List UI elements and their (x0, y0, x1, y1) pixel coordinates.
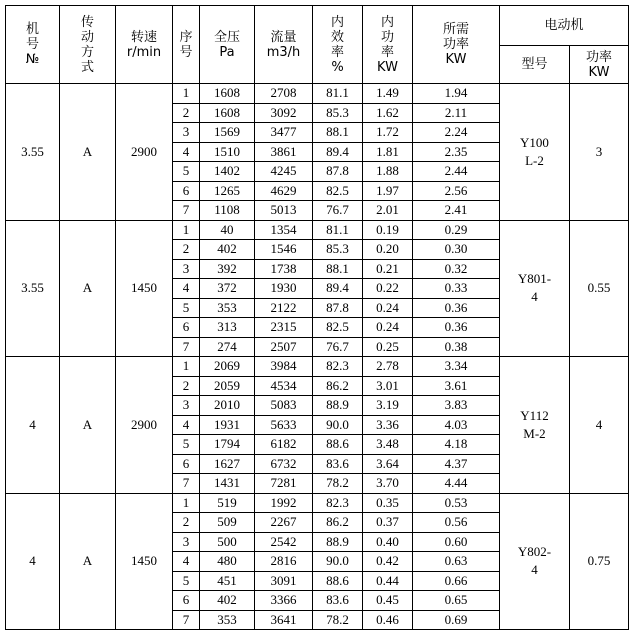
internal-power-cell: 0.37 (363, 513, 413, 533)
header-internal-power (363, 6, 413, 84)
internal-power-cell: 0.35 (363, 493, 413, 513)
pressure-cell: 392 (200, 259, 255, 279)
seq-cell: 3 (173, 259, 200, 279)
motor-model-line: Y801- (517, 271, 552, 287)
header-flow (255, 6, 313, 84)
flow-cell: 1992 (255, 493, 313, 513)
drive-type-cell: A (60, 84, 116, 221)
required-power-cell: 4.03 (413, 415, 500, 435)
header-internal-power-text (363, 15, 412, 75)
required-power-cell: 0.29 (413, 220, 500, 240)
internal-power-cell: 1.88 (363, 162, 413, 182)
internal-power-cell: 3.64 (363, 454, 413, 474)
required-power-cell: 0.33 (413, 279, 500, 299)
seq-cell: 7 (173, 610, 200, 630)
header-line: 方 (80, 44, 94, 60)
flow-cell: 3091 (255, 571, 313, 591)
pressure-cell: 1931 (200, 415, 255, 435)
efficiency-cell: 78.2 (313, 474, 363, 494)
flow-cell: 2816 (255, 552, 313, 572)
header-motor-power (570, 46, 629, 84)
pressure-cell: 353 (200, 298, 255, 318)
fan-performance-table (5, 5, 629, 630)
motor-model-cell (500, 493, 570, 630)
seq-cell: 7 (173, 474, 200, 494)
required-power-cell: 2.41 (413, 201, 500, 221)
motor-model-line: Y100 (520, 134, 549, 150)
efficiency-cell: 89.4 (313, 142, 363, 162)
seq-cell: 4 (173, 279, 200, 299)
seq-cell: 6 (173, 454, 200, 474)
header-line: 机 (25, 22, 39, 37)
flow-cell: 6182 (255, 435, 313, 455)
header-line: 序 (179, 29, 193, 45)
pressure-cell: 372 (200, 279, 255, 299)
table-row (6, 220, 629, 240)
drive-type-cell: A (60, 357, 116, 494)
pressure-cell: 1627 (200, 454, 255, 474)
pressure-cell: 1569 (200, 123, 255, 143)
header-line: 效 (330, 29, 344, 45)
header-drive-type (60, 6, 116, 84)
pressure-cell: 402 (200, 240, 255, 260)
pressure-cell: 2059 (200, 376, 255, 396)
internal-power-cell: 1.72 (363, 123, 413, 143)
header-line: 号 (179, 44, 193, 60)
header-line: r/min (126, 44, 162, 60)
seq-cell: 2 (173, 103, 200, 123)
flow-cell: 3477 (255, 123, 313, 143)
header-line: 内 (380, 14, 394, 30)
seq-cell: 5 (173, 435, 200, 455)
header-machine-no (6, 6, 60, 84)
motor-model-cell (500, 84, 570, 221)
efficiency-cell: 90.0 (313, 415, 363, 435)
header-line: Pa (219, 44, 235, 60)
internal-power-cell: 3.36 (363, 415, 413, 435)
internal-power-cell: 0.20 (363, 240, 413, 260)
flow-cell: 3641 (255, 610, 313, 630)
internal-power-cell: 0.44 (363, 571, 413, 591)
seq-cell: 3 (173, 532, 200, 552)
speed-cell: 2900 (116, 84, 173, 221)
pressure-cell: 1402 (200, 162, 255, 182)
flow-cell: 4245 (255, 162, 313, 182)
internal-power-cell: 1.49 (363, 84, 413, 104)
required-power-cell: 3.61 (413, 376, 500, 396)
required-power-cell: 0.66 (413, 571, 500, 591)
required-power-cell: 0.36 (413, 298, 500, 318)
required-power-cell: 0.65 (413, 591, 500, 611)
header-line: 功率 (586, 49, 613, 65)
internal-power-cell: 1.81 (363, 142, 413, 162)
efficiency-cell: 85.3 (313, 103, 363, 123)
header-required-power-text (413, 22, 499, 67)
seq-cell: 6 (173, 181, 200, 201)
header-line: 传 (80, 14, 94, 30)
header-seq (173, 6, 200, 84)
motor-model-cell (500, 220, 570, 357)
efficiency-cell: 88.9 (313, 532, 363, 552)
required-power-cell: 1.94 (413, 84, 500, 104)
pressure-cell: 353 (200, 610, 255, 630)
flow-cell: 2542 (255, 532, 313, 552)
header-line: 率 (330, 44, 344, 60)
seq-cell: 5 (173, 162, 200, 182)
seq-cell: 7 (173, 337, 200, 357)
internal-power-cell: 0.22 (363, 279, 413, 299)
flow-cell: 2507 (255, 337, 313, 357)
flow-cell: 1546 (255, 240, 313, 260)
motor-model-cell (500, 357, 570, 494)
header-motor-model: 型号 (500, 46, 570, 84)
table-row (6, 357, 629, 377)
flow-cell: 5633 (255, 415, 313, 435)
efficiency-cell: 76.7 (313, 337, 363, 357)
flow-cell: 6732 (255, 454, 313, 474)
header-line: 功率 (442, 37, 469, 52)
required-power-cell: 0.32 (413, 259, 500, 279)
efficiency-cell: 87.8 (313, 162, 363, 182)
header-line: 流量 (270, 29, 297, 45)
motor-model-line: M-2 (523, 425, 546, 441)
efficiency-cell: 81.1 (313, 84, 363, 104)
internal-power-cell: 0.42 (363, 552, 413, 572)
flow-cell: 5013 (255, 201, 313, 221)
seq-cell: 3 (173, 123, 200, 143)
pressure-cell: 1265 (200, 181, 255, 201)
pressure-cell: 480 (200, 552, 255, 572)
seq-cell: 2 (173, 240, 200, 260)
efficiency-cell: 88.1 (313, 123, 363, 143)
motor-model-line: Y802- (517, 544, 552, 560)
flow-cell: 1354 (255, 220, 313, 240)
internal-power-cell: 0.19 (363, 220, 413, 240)
internal-power-cell: 0.24 (363, 318, 413, 338)
required-power-cell: 2.24 (413, 123, 500, 143)
table-row (6, 84, 629, 104)
efficiency-cell: 89.4 (313, 279, 363, 299)
pressure-cell: 509 (200, 513, 255, 533)
required-power-cell: 2.56 (413, 181, 500, 201)
flow-cell: 2122 (255, 298, 313, 318)
motor-power-cell: 0.55 (570, 220, 629, 357)
internal-power-cell: 0.25 (363, 337, 413, 357)
efficiency-cell: 78.2 (313, 610, 363, 630)
seq-cell: 1 (173, 493, 200, 513)
header-machine-no-text (6, 22, 59, 67)
seq-cell: 2 (173, 376, 200, 396)
header-speed-text (116, 30, 172, 60)
efficiency-cell: 82.5 (313, 318, 363, 338)
speed-cell: 2900 (116, 357, 173, 494)
machine-no-cell: 4 (6, 357, 60, 494)
header-line: 率 (380, 44, 394, 60)
required-power-cell: 0.30 (413, 240, 500, 260)
efficiency-cell: 87.8 (313, 298, 363, 318)
header-line: № (25, 52, 40, 67)
internal-power-cell: 2.01 (363, 201, 413, 221)
efficiency-cell: 88.9 (313, 396, 363, 416)
flow-cell: 3984 (255, 357, 313, 377)
seq-cell: 5 (173, 298, 200, 318)
header-pressure-text (200, 30, 254, 60)
pressure-cell: 274 (200, 337, 255, 357)
efficiency-cell: 86.2 (313, 376, 363, 396)
table-body (6, 84, 629, 630)
pressure-cell: 451 (200, 571, 255, 591)
header-line: 号 (25, 37, 39, 52)
required-power-cell: 2.35 (413, 142, 500, 162)
seq-cell: 4 (173, 142, 200, 162)
header-pressure (200, 6, 255, 84)
internal-power-cell: 0.24 (363, 298, 413, 318)
seq-cell: 4 (173, 415, 200, 435)
header-line: m3/h (266, 44, 301, 60)
motor-model-line: Y112 (520, 407, 549, 423)
pressure-cell: 500 (200, 532, 255, 552)
speed-cell: 1450 (116, 493, 173, 630)
efficiency-cell: 83.6 (313, 454, 363, 474)
seq-cell: 1 (173, 357, 200, 377)
header-line: 转速 (130, 29, 157, 45)
required-power-cell: 0.63 (413, 552, 500, 572)
seq-cell: 3 (173, 396, 200, 416)
required-power-cell: 4.44 (413, 474, 500, 494)
header-seq-text (173, 30, 199, 60)
pressure-cell: 2010 (200, 396, 255, 416)
efficiency-cell: 90.0 (313, 552, 363, 572)
flow-cell: 4534 (255, 376, 313, 396)
efficiency-cell: 81.1 (313, 220, 363, 240)
flow-cell: 3366 (255, 591, 313, 611)
efficiency-cell: 82.5 (313, 181, 363, 201)
required-power-cell: 0.56 (413, 513, 500, 533)
header-line: KW (588, 64, 610, 80)
header-line: KW (445, 52, 467, 67)
internal-power-cell: 3.48 (363, 435, 413, 455)
efficiency-cell: 88.1 (313, 259, 363, 279)
header-motor: 电动机 (500, 6, 629, 46)
internal-power-cell: 0.45 (363, 591, 413, 611)
seq-cell: 6 (173, 318, 200, 338)
required-power-cell: 3.83 (413, 396, 500, 416)
header-line: 所需 (442, 22, 469, 37)
required-power-cell: 2.44 (413, 162, 500, 182)
internal-power-cell: 0.21 (363, 259, 413, 279)
required-power-cell: 4.37 (413, 454, 500, 474)
machine-no-cell: 3.55 (6, 84, 60, 221)
pressure-cell: 1431 (200, 474, 255, 494)
motor-model-line: L-2 (525, 152, 544, 168)
seq-cell: 7 (173, 201, 200, 221)
flow-cell: 1738 (255, 259, 313, 279)
header-internal-efficiency (313, 6, 363, 84)
efficiency-cell: 85.3 (313, 240, 363, 260)
required-power-cell: 0.36 (413, 318, 500, 338)
efficiency-cell: 82.3 (313, 357, 363, 377)
efficiency-cell: 82.3 (313, 493, 363, 513)
seq-cell: 4 (173, 552, 200, 572)
flow-cell: 7281 (255, 474, 313, 494)
flow-cell: 2708 (255, 84, 313, 104)
header-flow-text (255, 30, 312, 60)
internal-power-cell: 0.46 (363, 610, 413, 630)
internal-power-cell: 3.70 (363, 474, 413, 494)
machine-no-cell: 4 (6, 493, 60, 630)
internal-power-cell: 3.01 (363, 376, 413, 396)
internal-power-cell: 3.19 (363, 396, 413, 416)
required-power-cell: 0.53 (413, 493, 500, 513)
flow-cell: 1930 (255, 279, 313, 299)
header-line: 内 (330, 14, 344, 30)
drive-type-cell: A (60, 220, 116, 357)
header-speed (116, 6, 173, 84)
table-row (6, 493, 629, 513)
pressure-cell: 1608 (200, 84, 255, 104)
header-line: 式 (80, 59, 94, 75)
pressure-cell: 2069 (200, 357, 255, 377)
efficiency-cell: 88.6 (313, 435, 363, 455)
header-line: KW (377, 59, 398, 75)
header-line: 功 (380, 29, 394, 45)
flow-cell: 3092 (255, 103, 313, 123)
pressure-cell: 519 (200, 493, 255, 513)
seq-cell: 1 (173, 84, 200, 104)
internal-power-cell: 0.40 (363, 532, 413, 552)
header-required-power (413, 6, 500, 84)
flow-cell: 2315 (255, 318, 313, 338)
pressure-cell: 1510 (200, 142, 255, 162)
required-power-cell: 2.11 (413, 103, 500, 123)
required-power-cell: 0.69 (413, 610, 500, 630)
efficiency-cell: 76.7 (313, 201, 363, 221)
pressure-cell: 402 (200, 591, 255, 611)
motor-model-line: 4 (531, 562, 538, 578)
header-line: 动 (80, 29, 94, 45)
header-drive-type-text (60, 15, 115, 75)
seq-cell: 2 (173, 513, 200, 533)
header-motor-power-text (570, 50, 628, 80)
pressure-cell: 40 (200, 220, 255, 240)
pressure-cell: 1608 (200, 103, 255, 123)
pressure-cell: 1794 (200, 435, 255, 455)
motor-model-line: 4 (531, 289, 538, 305)
seq-cell: 5 (173, 571, 200, 591)
required-power-cell: 4.18 (413, 435, 500, 455)
header-line: 全压 (213, 29, 240, 45)
internal-power-cell: 1.62 (363, 103, 413, 123)
efficiency-cell: 83.6 (313, 591, 363, 611)
pressure-cell: 1108 (200, 201, 255, 221)
drive-type-cell: A (60, 493, 116, 630)
required-power-cell: 0.60 (413, 532, 500, 552)
seq-cell: 6 (173, 591, 200, 611)
required-power-cell: 0.38 (413, 337, 500, 357)
header-internal-efficiency-text (313, 15, 362, 75)
pressure-cell: 313 (200, 318, 255, 338)
motor-power-cell: 4 (570, 357, 629, 494)
efficiency-cell: 88.6 (313, 571, 363, 591)
efficiency-cell: 86.2 (313, 513, 363, 533)
motor-power-cell: 3 (570, 84, 629, 221)
header-line: % (331, 59, 344, 75)
flow-cell: 2267 (255, 513, 313, 533)
seq-cell: 1 (173, 220, 200, 240)
motor-power-cell: 0.75 (570, 493, 629, 630)
required-power-cell: 3.34 (413, 357, 500, 377)
internal-power-cell: 1.97 (363, 181, 413, 201)
flow-cell: 3861 (255, 142, 313, 162)
flow-cell: 5083 (255, 396, 313, 416)
flow-cell: 4629 (255, 181, 313, 201)
internal-power-cell: 2.78 (363, 357, 413, 377)
machine-no-cell: 3.55 (6, 220, 60, 357)
speed-cell: 1450 (116, 220, 173, 357)
